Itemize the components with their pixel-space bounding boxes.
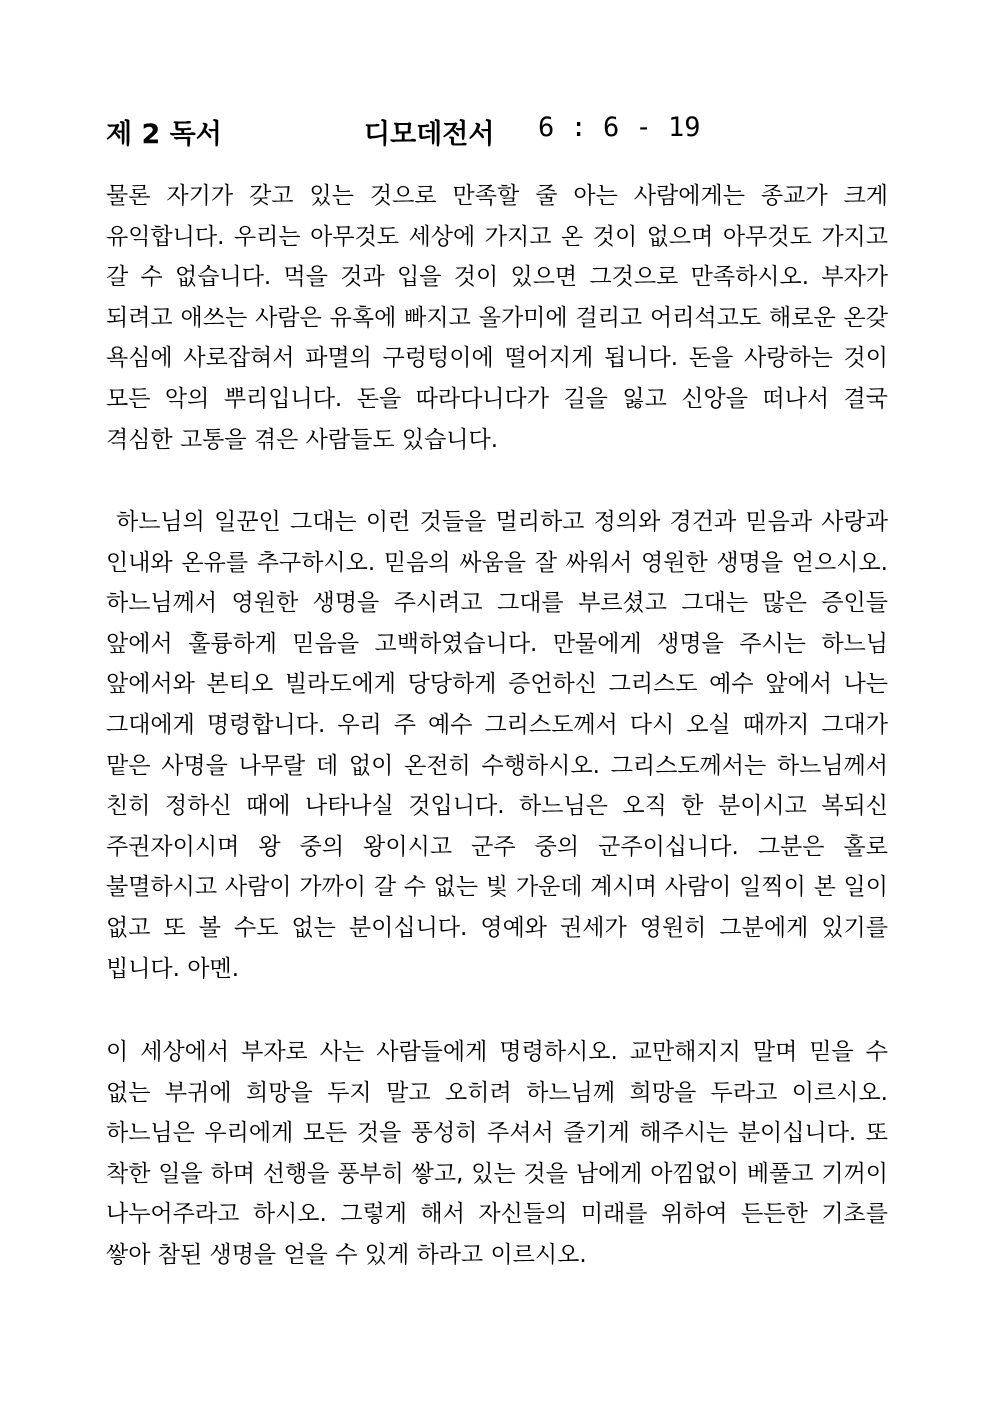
paragraph-3: 이 세상에서 부자로 사는 사람들에게 명령하시오. 교만해지지 말며 믿을 수 없는 부귀에 희망을 두지 말고 오히려 하느님께 희망을 두라고 이르시오. 하느님은 우리에게 모든 것을 풍성히 주셔서 즐기게 해주시는 분이십니다. 또 착한 일을 하며 선행을 풍부히 쌓고, 있는 것을 남에게 아낌없이 베풀고 기꺼이 나누어주라고 하시오. 그렇게 해서 자신들의 미래를 위하여 든든한 기초를 쌓아 참된 생명을 얻을 수 있게 하라고 이르시오. xyxy=(106,1039,888,1268)
paragraph-1: 물론 자기가 갖고 있는 것으로 만족할 줄 아는 사람에게는 종교가 크게 유익합니다. 우리는 아무것도 세상에 가지고 온 것이 없으며 아무것도 가지고 갈 수 없습니다. 먹을 것과 입을 것이 있으면 그것으로 만족하시오. 부자가 되려고 애쓰는 사람은 유혹에 빠지고 올가미에 걸리고 어리석고도 해로운 온갖 욕심에 사로잡혀서 파멸의 구렁텅이에 떨어지게 됩니다. 돈을 사랑하는 것이 모든 악의 뿌리입니다. 돈을 따라다니다가 길을 잃고 신앙을 떠나서 결국 격심한 고통을 겪은 사람들도 있습니다. xyxy=(106,183,888,453)
paragraph-2: 하느님의 일꾼인 그대는 이런 것들을 멀리하고 정의와 경건과 믿음과 사랑과 인내와 온유를 추구하시오. 믿음의 싸움을 잘 싸워서 영원한 생명을 얻으시오. 하느님께서 영원한 생명을 주시려고 그대를 부르셨고 그대는 많은 증인들 앞에서 훌륭하게 믿음을 고백하였습니다. 만물에게 생명을 주시는 하느님 앞에서와 본티오 빌라도에게 당당하게 증언하신 그리스도 예수 앞에서 나는 그대에게 명령합니다. 우리 주 예수 그리스도께서 다시 오실 때까지 그대가 맡은 사명을 나무랄 데 없이 온전히 수행하시오. 그리스도께서는 하느님께서 친히 정하신 때에 나타나실 것입니다. 하느님은 오직 한 분이시고 복되신 주권자이시며 왕 중의 왕이시고 군주 중의 군주이십니다. 그분은 홀로 불멸하시고 사람이 가까이 갈 수 없는 빛 가운데 계시며 사람이 일찍이 본 일이 없고 또 볼 수도 없는 분이십니다. 영예와 권세가 영원히 그분에게 있기를 빕니다. 아멘. xyxy=(106,509,888,982)
chapter-verse-reference: 6 : 6 - 19 xyxy=(538,112,701,143)
book-title: 디모데전서 xyxy=(364,119,495,150)
reading-label: 제 2 독서 xyxy=(106,119,222,150)
reading-heading xyxy=(106,112,906,156)
